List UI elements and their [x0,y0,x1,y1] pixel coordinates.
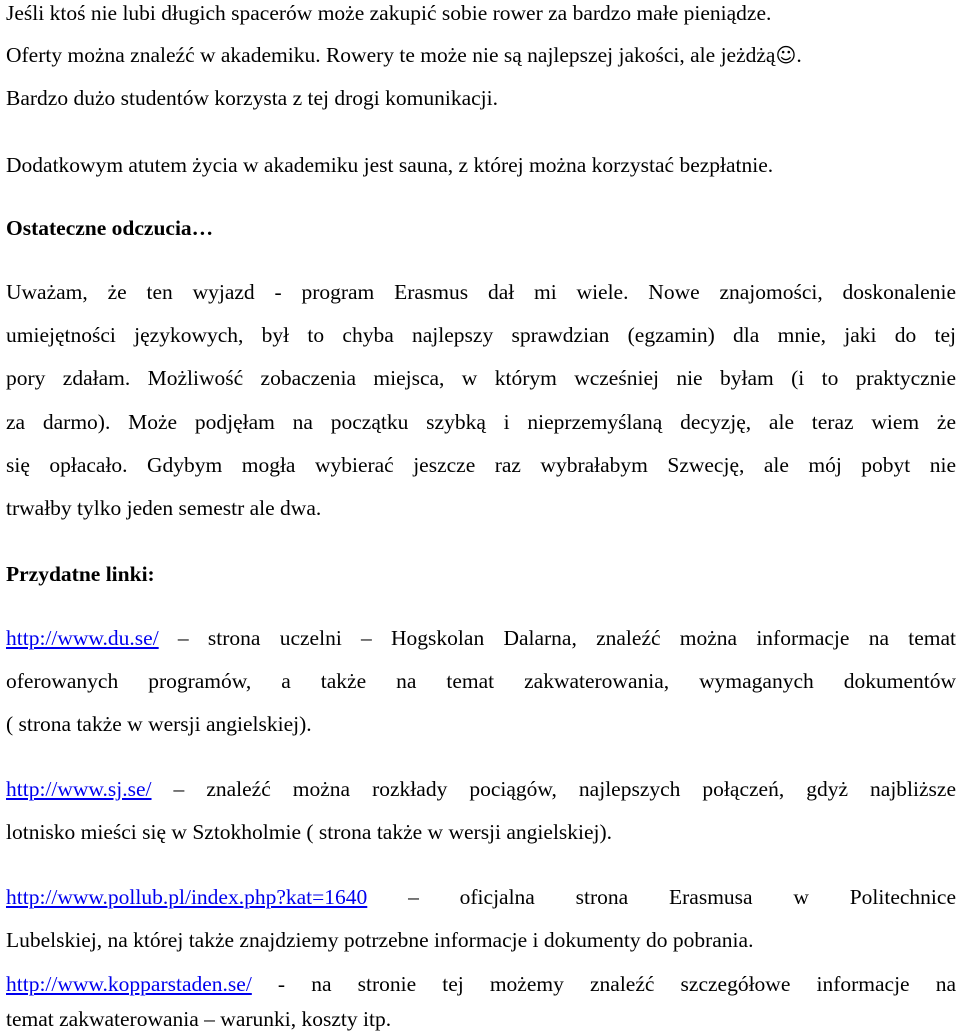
paragraph-bikes-line-2-end: . [796,43,802,67]
link-sj-desc-1: – znaleźć można rozkłady pociągów, najlepszych połączeń, gdyż najbliższe [151,777,956,801]
paragraph-impressions-line-3: pory zdałam. Możliwość zobaczenia miejsca, w którym wcześniej nie byłam (i to praktycznie [6,366,956,390]
paragraph-sauna: Dodatkowym atutem życia w akademiku jest sauna, z której można korzystać bezpłatnie. [6,153,774,177]
link-du-desc-1: – strona uczelni – Hogskolan Dalarna, znaleźć można informacje na temat [158,626,956,650]
paragraph-bikes-line-2 [6,45,802,67]
link-pollub[interactable]: http://www.pollub.pl/index.php?kat=1640 [6,885,368,909]
link-sj-se[interactable]: http://www.sj.se/ [6,777,152,801]
link-entry-pollub-line-2: Lubelskiej, na której także znajdziemy potrzebne informacje i dokumenty do pobrania. [6,928,754,952]
smiley-icon: ☺ [775,43,797,67]
link-entry-sj-line-1 [6,779,956,801]
link-entry-du-line-2: oferowanych programów, a także na temat zakwaterowania, wymaganych dokumentów [6,669,956,693]
link-entry-du-line-3: ( strona także w wersji angielskiej). [6,712,312,736]
link-entry-kopparstaden-line-2: temat zakwaterowania – warunki, koszty itp. [6,1007,392,1031]
paragraph-bikes-line-3: Bardzo dużo studentów korzysta z tej drogi komunikacji. [6,86,498,110]
paragraph-impressions-line-6: trwałby tylko jeden semestr ale dwa. [6,496,322,520]
link-entry-kopparstaden-line-1 [6,974,956,996]
link-entry-du-line-1 [6,628,956,650]
paragraph-bikes-line-1: Jeśli ktoś nie lubi długich spacerów może zakupić sobie rower za bardzo małe pieniądze. [6,1,772,25]
heading-final-impressions: Ostateczne odczucia… [6,216,214,240]
link-entry-pollub-line-1 [6,887,956,909]
link-du-se[interactable]: http://www.du.se/ [6,626,159,650]
paragraph-impressions-line-4: za darmo). Może podjęłam na początku szybką i nieprzemyślaną decyzję, ale teraz wiem że [6,410,956,434]
paragraph-bikes-line-2-text: Oferty można znaleźć w akademiku. Rowery te może nie są najlepszej jakości, ale jeżdżą [6,43,776,67]
link-pollub-desc-1: – oficjalna strona Erasmusa w Politechnice [367,885,956,909]
link-kopparstaden-desc-1: - na stronie tej możemy znaleźć szczegółowe informacje na [251,972,956,996]
paragraph-impressions-line-1: Uważam, że ten wyjazd - program Erasmus dał mi wiele. Nowe znajomości, doskonalenie [6,280,956,304]
heading-useful-links: Przydatne linki: [6,562,155,586]
paragraph-impressions-line-5: się opłacało. Gdybym mogła wybierać jeszcze raz wybrałabym Szwecję, ale mój pobyt nie [6,453,956,477]
link-entry-sj-line-2: lotnisko mieści się w Sztokholmie ( strona także w wersji angielskiej). [6,820,613,844]
paragraph-impressions-line-2: umiejętności językowych, był to chyba najlepszy sprawdzian (egzamin) dla mnie, jaki do tej [6,323,956,347]
link-kopparstaden[interactable]: http://www.kopparstaden.se/ [6,972,252,996]
